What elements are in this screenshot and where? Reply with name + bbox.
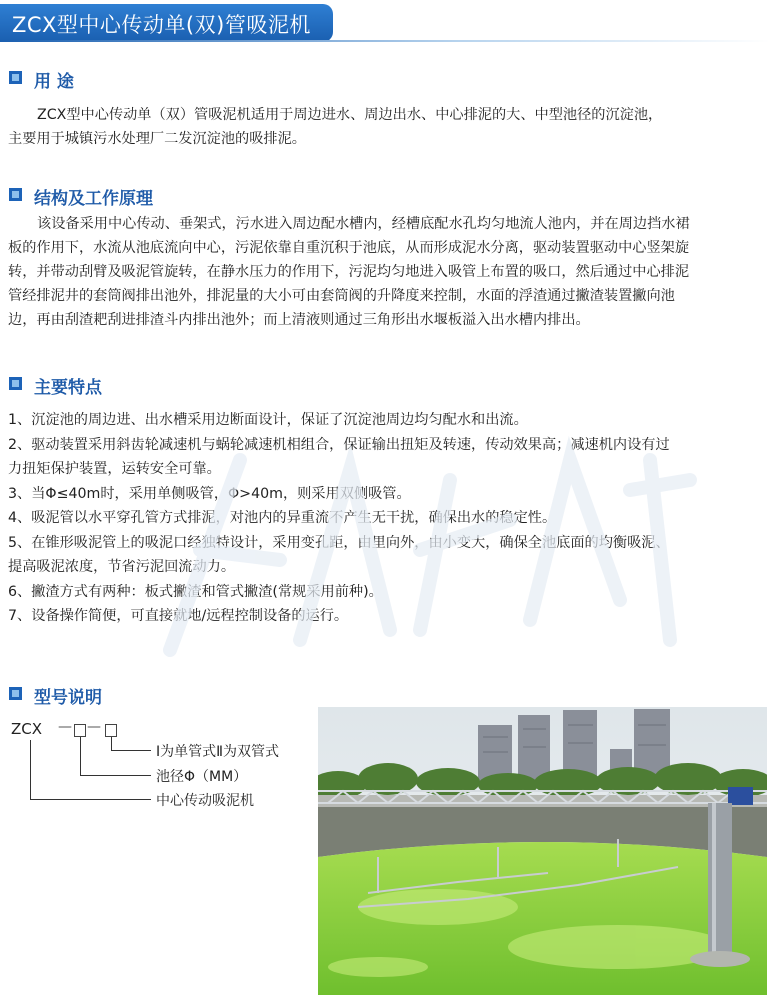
feature-item: 6、撇渣方式有两种：板式撇渣和管式撇渣(常规采用前种)。 bbox=[8, 583, 383, 600]
leader-line bbox=[111, 750, 151, 751]
model-slot-box bbox=[105, 724, 117, 737]
feature-item: 3、当Φ≤40m时，采用单侧吸管，Φ>40m，则采用双侧吸管。 bbox=[8, 485, 411, 502]
feature-item: 4、吸泥管以水平穿孔管方式排泥，对池内的异重流不产生无干扰，确保出水的稳定性。 bbox=[8, 510, 557, 526]
feature-item: 1、沉淀池的周边进、出水槽采用边断面设计，保证了沉淀池周边均匀配水和出流。 bbox=[8, 412, 528, 428]
feature-item-continued: 力扭矩保护装置，运转安全可靠。 bbox=[8, 461, 221, 477]
model-dash: — bbox=[87, 719, 101, 735]
product-photo bbox=[318, 707, 767, 995]
title-underline bbox=[0, 40, 770, 42]
page-title: ZCX型中心传动单(双)管吸泥机 bbox=[12, 13, 311, 37]
feature-item-continued: 提高吸泥浓度，节省污泥回流动力。 bbox=[8, 559, 236, 575]
heading-features-label: 主要特点 bbox=[34, 378, 102, 398]
drive-unit bbox=[728, 787, 753, 805]
structure-line: 管经排泥井的套筒阀排出池外，排泥量的大小可由套筒阀的升降度来控制，水面的浮渣通过撇渣装置撇向池 bbox=[8, 288, 675, 304]
feature-item: 5、在锥形吸泥管上的吸泥口经独特设计，采用变孔距，由里向外，由小变大，确保全池底面的均衡吸泥、 bbox=[8, 534, 670, 551]
title-banner bbox=[0, 4, 333, 42]
center-column bbox=[708, 803, 732, 958]
square-bullet-icon bbox=[9, 377, 22, 390]
model-code: ZCX bbox=[11, 720, 43, 738]
structure-line: 该设备采用中心传动、垂架式，污水进入周边配水槽内，经槽底配水孔均匀地流人池内，并在周边挡水裙 bbox=[37, 216, 690, 232]
leader-line bbox=[111, 737, 112, 750]
structure-paragraph bbox=[8, 212, 766, 332]
square-bullet-icon bbox=[9, 687, 22, 700]
model-label-diameter: 池径Φ（MM） bbox=[156, 769, 248, 785]
square-bullet-icon bbox=[9, 188, 22, 201]
usage-paragraph bbox=[8, 103, 766, 151]
usage-line: ZCX型中心传动单（双）管吸泥机适用于周边进水、周边出水、中心排泥的大、中型池径的沉淀池， bbox=[37, 107, 663, 123]
model-label-name: 中心传动吸泥机 bbox=[156, 793, 254, 809]
features-list bbox=[8, 408, 766, 629]
leader-line bbox=[30, 740, 31, 799]
model-slot-box bbox=[74, 724, 86, 737]
heading-structure-label: 结构及工作原理 bbox=[34, 189, 153, 209]
usage-line: 主要用于城镇污水处理厂二发沉淀池的吸排泥。 bbox=[8, 131, 306, 147]
feature-item: 7、设备操作简便，可直接就地/远程控制设备的运行。 bbox=[8, 608, 349, 624]
structure-line: 转，并带动刮臂及吸泥管旋转，在静水压力的作用下，污泥均匀地进入吸管上布置的吸口，然后通过中心排泥 bbox=[8, 264, 690, 280]
leader-line bbox=[30, 799, 151, 800]
leader-line bbox=[80, 737, 81, 775]
heading-usage-label: 用 途 bbox=[34, 72, 74, 92]
leader-line bbox=[80, 775, 151, 776]
model-dash: — bbox=[58, 719, 72, 735]
structure-line: 边，再由刮渣耙刮进排渣斗内排出池外；而上清液则通过三角形出水堰板溢入出水槽内排出。 bbox=[8, 312, 590, 328]
structure-line: 板的作用下，水流从池底流向中心，污泥依靠自重沉积于池底，从而形成泥水分离，驱动装置驱动中心竖架旋 bbox=[8, 240, 690, 256]
model-code-diagram bbox=[0, 710, 318, 820]
square-bullet-icon bbox=[9, 71, 22, 84]
model-label-pipe-type: Ⅰ为单管式Ⅱ为双管式 bbox=[156, 744, 280, 760]
heading-model-label: 型号说明 bbox=[34, 688, 102, 708]
feature-item: 2、驱动装置采用斜齿轮减速机与蜗轮减速机相组合，保证输出扭矩及转速，传动效果高；减速机内设有过 bbox=[8, 436, 670, 453]
